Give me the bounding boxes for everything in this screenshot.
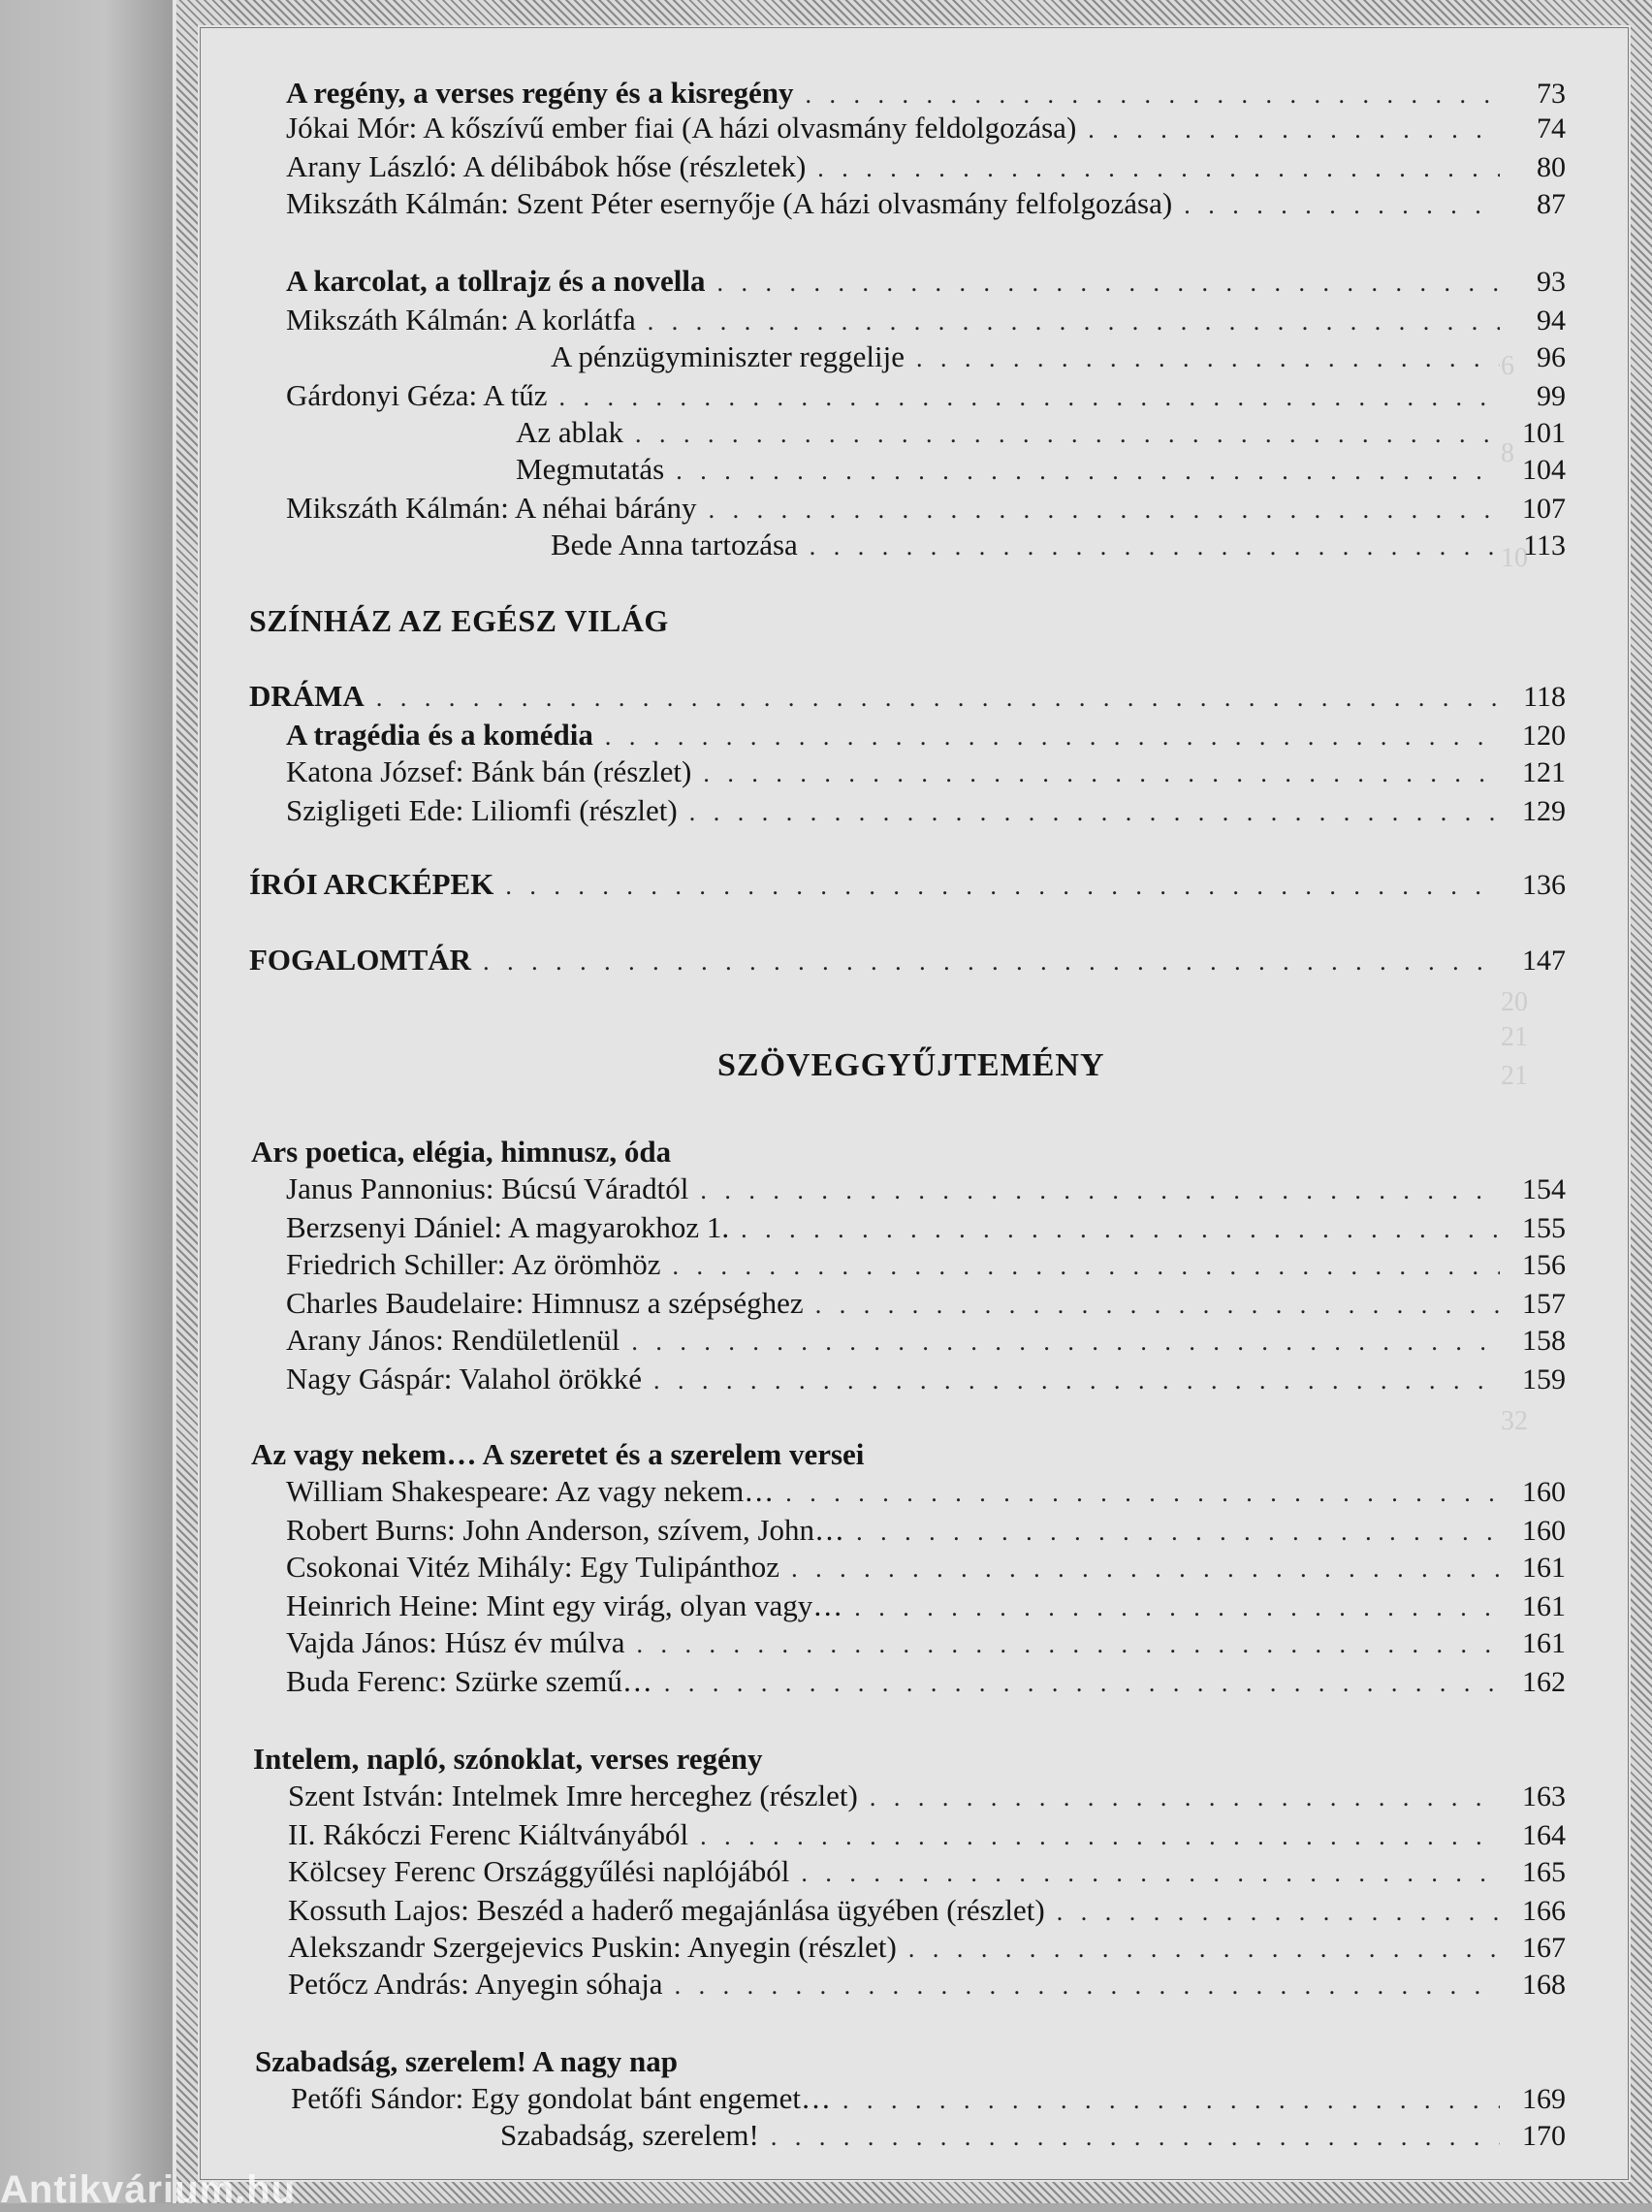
toc-entry[interactable]: Kossuth Lajos: Beszéd a haderő megajánlása ügyében (részlet) . . . 166 — [288, 1893, 1566, 1930]
group-heading: Intelem, napló, szónoklat, verses regény — [253, 1742, 763, 1776]
dot-leader — [815, 1291, 1500, 1320]
toc-entry[interactable]: Bede Anna tartozása . . . 113 — [551, 528, 1566, 564]
dot-leader — [806, 80, 1501, 110]
dot-leader — [717, 269, 1500, 298]
dot-leader — [689, 798, 1500, 827]
dot-leader — [709, 496, 1500, 525]
toc-entry[interactable]: Katona József: Bánk bán (részlet) . . . 121 — [286, 754, 1566, 791]
group-heading: Szabadság, szerelem! A nagy nap — [255, 2044, 679, 2078]
toc-entry[interactable]: Robert Burns: John Anderson, szívem, John… . . . 160 — [286, 1513, 1566, 1550]
dot-leader — [916, 344, 1500, 373]
toc-entry[interactable]: Friedrich Schiller: Az örömhöz . . . 156 — [286, 1247, 1566, 1284]
dot-leader — [653, 1366, 1500, 1395]
toc-entry[interactable]: Janus Pannonius: Búcsú Váradtól . . . 154 — [286, 1171, 1566, 1208]
toc-entry[interactable]: A pénzügyminiszter reggelije . . . 96 — [551, 339, 1566, 376]
toc-entry[interactable]: Petőcz András: Anyegin sóhaja . . . 168 — [288, 1967, 1566, 2004]
toc-entry[interactable]: Kölcsey Ferenc Országgyűlési naplójából . . . 165 — [288, 1854, 1566, 1891]
toc-entry[interactable]: Mikszáth Kálmán: A korlátfa . . . 94 — [286, 303, 1566, 339]
toc-entry[interactable]: Alekszandr Szergejevics Puskin: Anyegin (részlet) . . . 167 — [288, 1930, 1566, 1967]
toc-entry[interactable]: Mikszáth Kálmán: Szent Péter esernyője (A házi olvasmány felfolgozása) . . . 87 — [286, 186, 1566, 223]
dot-leader — [817, 154, 1500, 183]
dot-leader — [558, 383, 1500, 412]
dot-leader — [635, 420, 1500, 449]
dot-leader — [791, 1555, 1500, 1584]
dot-leader — [631, 1328, 1500, 1357]
dot-leader — [605, 722, 1500, 752]
toc-entry[interactable]: Szabadság, szerelem! . . . 170 — [500, 2118, 1566, 2155]
show-through-number: 6 — [1501, 351, 1514, 381]
group-heading: Ars poetica, elégia, himnusz, óda — [251, 1135, 672, 1169]
toc-entry[interactable]: Buda Ferenc: Szürke szemű… . . . 162 — [286, 1664, 1566, 1701]
anthology-title: SZÖVEGGYŰJTEMÉNY — [717, 1047, 1105, 1083]
toc-part-heading[interactable]: FOGALOMTÁR . . . 147 — [249, 943, 1566, 979]
show-through-number: 21 — [1501, 1022, 1528, 1052]
toc-entry[interactable]: Csokonai Vitéz Mihály: Egy Tulipánthoz . . . 161 — [286, 1550, 1566, 1587]
dot-leader — [505, 872, 1500, 901]
show-through-number: 20 — [1501, 987, 1528, 1017]
show-through-number: 8 — [1501, 438, 1514, 468]
dot-leader — [810, 532, 1500, 561]
toc-entry[interactable]: Arany János: Rendületlenül . . . 158 — [286, 1323, 1566, 1360]
dot-leader — [673, 1252, 1500, 1281]
toc-entry[interactable]: Jókai Mór: A kőszívű ember fiai (A házi olvasmány feldolgozása) . . . 74 — [286, 111, 1566, 147]
dot-leader — [1057, 1898, 1500, 1927]
dot-leader — [771, 2123, 1500, 2152]
dot-leader — [483, 947, 1500, 977]
dot-leader — [675, 1972, 1500, 2001]
dot-leader — [785, 1479, 1500, 1508]
toc-entry[interactable]: Nagy Gáspár: Valahol örökké . . . 159 — [286, 1362, 1566, 1398]
dot-leader — [854, 1593, 1500, 1622]
toc-entry[interactable]: Gárdonyi Géza: A tűz . . . 99 — [286, 378, 1566, 415]
dot-leader — [1088, 115, 1500, 144]
dot-leader — [801, 1859, 1500, 1888]
toc-entry[interactable]: Heinrich Heine: Mint egy virág, olyan vagy… . . . 161 — [286, 1588, 1566, 1625]
toc-entry[interactable]: Charles Baudelaire: Himnusz a szépséghez . . . 157 — [286, 1286, 1566, 1323]
dot-leader — [870, 1783, 1500, 1812]
dot-leader — [676, 457, 1500, 486]
toc-entry[interactable]: Megmutatás . . . 104 — [516, 452, 1566, 489]
dot-leader — [856, 1518, 1500, 1547]
dot-leader — [741, 1215, 1500, 1244]
dot-leader — [648, 307, 1500, 337]
toc-part-heading[interactable]: DRÁMA . . . 118 — [249, 679, 1566, 716]
group-heading: Az vagy nekem… A szeretet és a szerelem versei — [251, 1437, 865, 1471]
toc-entry[interactable]: Vajda János: Húsz év múlva . . . 161 — [286, 1625, 1566, 1662]
dot-leader — [700, 1822, 1500, 1851]
toc-section-heading[interactable]: A regény, a verses regény és a kisregény . . . 73 — [286, 76, 1566, 112]
dot-leader — [1184, 191, 1500, 220]
toc-part-heading[interactable]: ÍRÓI ARCKÉPEK . . . 136 — [249, 867, 1566, 904]
part-title: SZÍNHÁZ AZ EGÉSZ VILÁG — [249, 603, 669, 638]
dot-leader — [637, 1630, 1500, 1659]
show-through-number: 32 — [1501, 1406, 1528, 1436]
dot-leader — [376, 684, 1500, 713]
toc-entry[interactable]: William Shakespeare: Az vagy nekem… . . . 160 — [286, 1474, 1566, 1511]
dot-leader — [664, 1669, 1500, 1698]
toc-entry[interactable]: Az ablak . . . 101 — [516, 415, 1566, 452]
toc-entry[interactable]: Berzsenyi Dániel: A magyarokhoz 1. . . . 155 — [286, 1210, 1566, 1247]
toc-entry[interactable]: Petőfi Sándor: Egy gondolat bánt engemet… . . . 169 — [291, 2081, 1566, 2118]
dot-leader — [700, 1176, 1500, 1205]
toc-entry[interactable]: Szent István: Intelmek Imre herceghez (részlet) . . . 163 — [288, 1779, 1566, 1815]
toc-entry[interactable]: Mikszáth Kálmán: A néhai bárány . . . 107 — [286, 491, 1566, 528]
watermark: Antikvárium.hu — [0, 2168, 297, 2211]
toc-section-heading[interactable]: A karcolat, a tollrajz és a novella . . . 93 — [286, 264, 1566, 301]
show-through-number: 21 — [1501, 1061, 1528, 1091]
toc-section-heading[interactable]: A tragédia és a komédia . . . 120 — [286, 718, 1566, 754]
toc-entry[interactable]: Szigligeti Ede: Liliomfi (részlet) . . . 129 — [286, 793, 1566, 830]
dot-leader — [703, 759, 1500, 788]
dot-leader — [842, 2086, 1500, 2115]
toc-entry[interactable]: Arany László: A délibábok hőse (részletek) . . . 80 — [286, 149, 1566, 186]
toc-entry[interactable]: II. Rákóczi Ferenc Kiáltványából . . . 164 — [288, 1817, 1566, 1854]
show-through-number: 10 — [1501, 543, 1528, 573]
dot-leader — [908, 1935, 1500, 1964]
